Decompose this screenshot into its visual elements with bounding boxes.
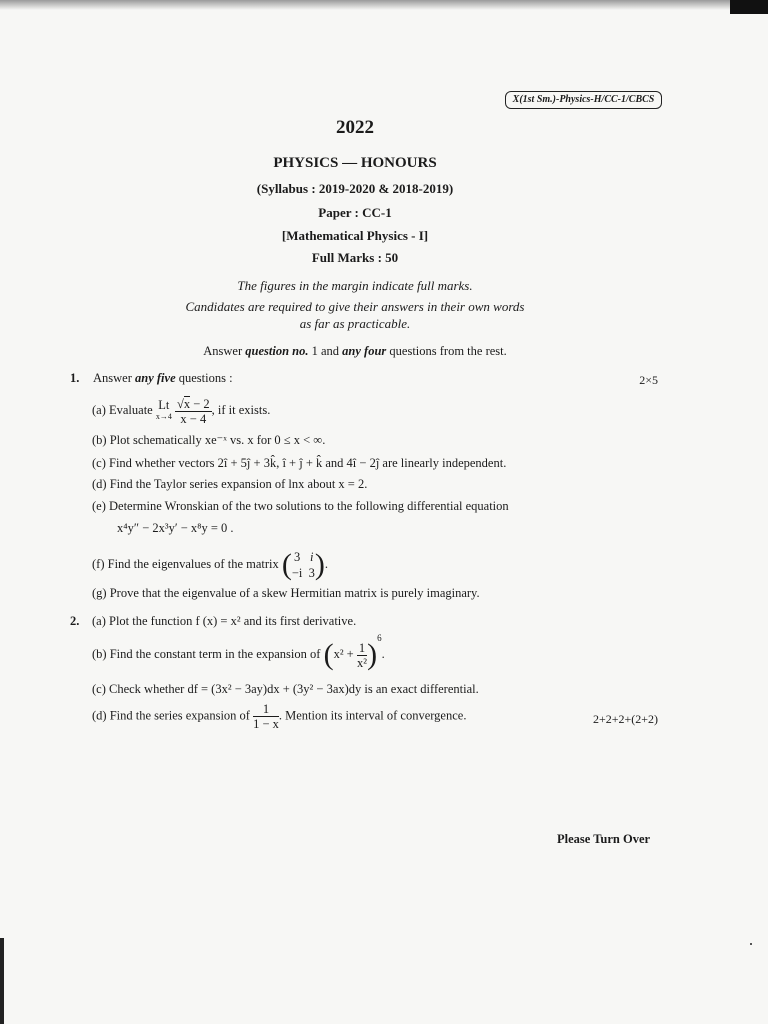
scan-corner-mark (730, 0, 768, 14)
stem-text: Answer (93, 371, 136, 385)
q2d-post: . Mention its interval of convergence. (278, 708, 467, 723)
question-2d (92, 702, 466, 731)
q2b-text: (b) Find the constant term in the expansion of (92, 646, 321, 661)
full-marks: Full Marks : 50 (311, 250, 399, 265)
matrix-entry: −i (291, 566, 303, 580)
question-1b: (b) Plot schematically xe⁻ˣ vs. x for 0 ≤ x < ∞. (92, 433, 326, 447)
q2b-post: . (381, 646, 385, 661)
question-1-stem (93, 371, 233, 386)
q2d-fraction (253, 702, 279, 731)
matrix-right-paren: ) (314, 548, 325, 581)
syllabus-line: (Syllabus : 2019-2020 & 2018-2019) (256, 181, 454, 196)
instruction-emphasis: question no. (245, 344, 309, 358)
matrix-entry: i (310, 550, 314, 564)
question-2-marks: 2+2+2+(2+2) (592, 712, 658, 726)
scan-shadow (0, 0, 768, 10)
fraction-denominator: x − 4 (180, 412, 207, 426)
numerator-rest: − 2 (190, 397, 210, 411)
q2d-text: (d) Find the series expansion of (92, 708, 250, 723)
matrix-entry: 3 (308, 566, 315, 580)
paren-right: ) (367, 638, 378, 671)
exam-year: 2022 (336, 117, 374, 138)
q1f-post: . (324, 556, 329, 571)
turn-over-note: Please Turn Over (557, 832, 651, 846)
question-2-number: 2. (70, 614, 80, 628)
exponent: 6 (377, 632, 382, 643)
topic-line: [Mathematical Physics - I] (281, 228, 429, 243)
q1f-text: (f) Find the eigenvalues of the matrix (92, 556, 279, 571)
scan-edge-mark (0, 938, 4, 1024)
fraction-numerator: 1 (358, 640, 366, 655)
fraction-numerator: 1 (253, 702, 279, 717)
question-1f (92, 548, 328, 582)
question-2a: (a) Plot the function f (x) = x² and its first derivative. (92, 614, 357, 628)
question-1d: (d) Find the Taylor series expansion of lnx about x = 2. (92, 477, 368, 491)
q1a-fraction (175, 396, 212, 426)
stem-text: questions : (175, 371, 233, 385)
question-1e-equation: x⁴y″ − 2x³y′ − x⁸y = 0 . (117, 521, 234, 535)
question-1a (92, 396, 270, 426)
scan-speck (750, 943, 752, 945)
q2b-term: x² + (333, 646, 354, 661)
figures-note: The figures in the margin indicate full marks. (237, 278, 473, 293)
subject-title: PHYSICS — HONOURS (273, 155, 437, 171)
question-1c: (c) Find whether vectors 2î + 5ĵ + 3k̂, î + ĵ + k̂ and 4î − 2ĵ are linearly independent. (92, 456, 507, 470)
instruction-text: Answer (203, 344, 246, 358)
fraction-denominator: 1 − x (253, 717, 279, 731)
matrix-entry: 3 (294, 550, 301, 564)
limit-symbol: Lt (158, 398, 170, 412)
limit-operator (156, 399, 172, 423)
question-1-marks: 2×5 (639, 373, 658, 387)
q1a-post: , if it exists. (211, 402, 271, 417)
matrix-column-1 (292, 549, 303, 581)
instruction-emphasis: any four (342, 344, 387, 358)
question-1e: (e) Determine Wronskian of the two solutions to the following differential equation (92, 499, 509, 513)
instruction-text: questions from the rest. (386, 344, 507, 358)
question-1-number: 1. (70, 371, 80, 385)
question-2b (92, 632, 385, 672)
instruction-text: 1 and (308, 344, 343, 358)
sqrt-argument: x (183, 397, 191, 411)
limit-subscript: x→4 (155, 412, 172, 421)
paper-line: Paper : CC-1 (318, 205, 392, 220)
fraction-denominator: x² (357, 655, 367, 670)
answer-instruction (100, 344, 610, 359)
matrix-left-paren: ( (281, 548, 292, 581)
stem-emphasis: any five (135, 371, 176, 385)
question-1g: (g) Prove that the eigenvalue of a skew Hermitian matrix is purely imaginary. (92, 586, 480, 600)
question-2c: (c) Check whether df = (3x² − 3ay)dx + (3y² − 3ax)dy is an exact differential. (92, 682, 479, 696)
candidates-note-cont: as far as practicable. (299, 316, 411, 331)
q1a-label: (a) Evaluate (92, 402, 153, 417)
paren-left: ( (323, 638, 334, 671)
candidates-note: Candidates are required to give their answers in their own words (185, 299, 525, 314)
paper-code: X(1st Sm.)-Physics-H/CC-1/CBCS (505, 91, 662, 109)
q2b-fraction (357, 641, 367, 670)
fraction-numerator: √x − 2 (176, 397, 210, 411)
